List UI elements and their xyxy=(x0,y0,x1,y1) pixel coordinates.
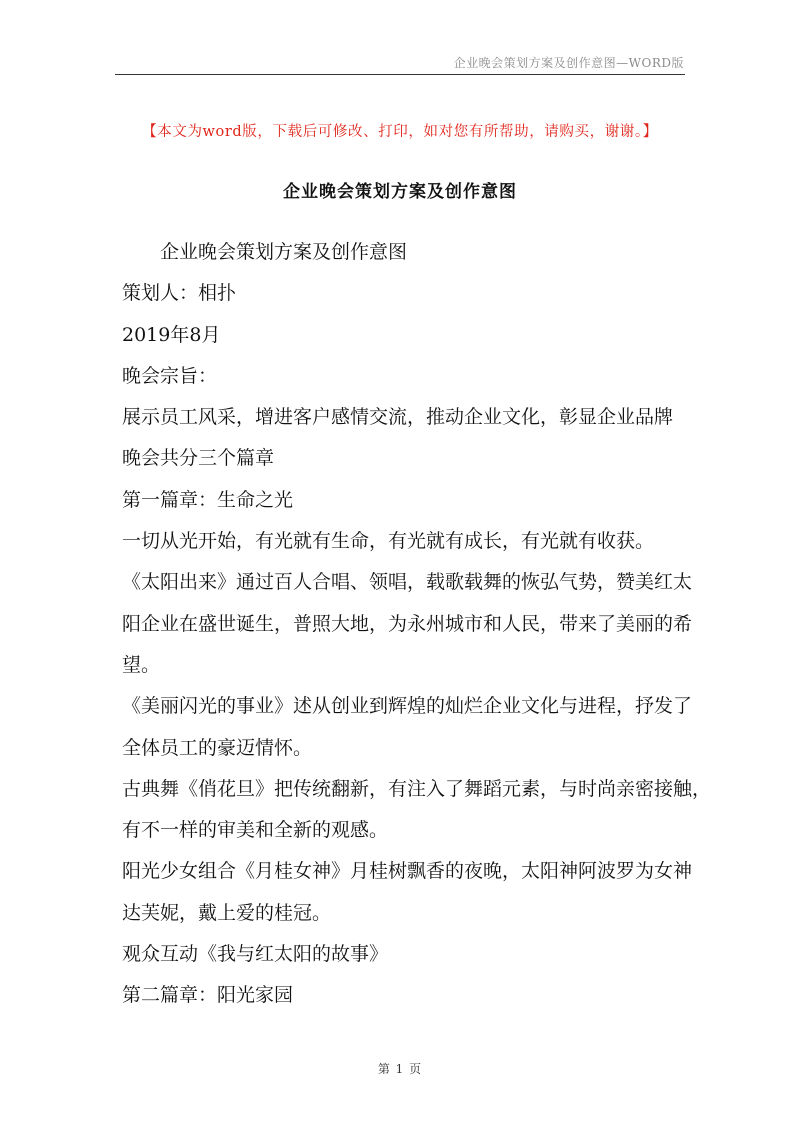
chapter-one-heading: 第一篇章：生命之光 xyxy=(122,488,294,511)
purpose-text: 展示员工风采，增进客户感情交流，推动企业文化，彰显企业品牌 xyxy=(122,406,674,429)
purchase-notice: 【本文为word版，下载后可修改、打印，如对您有所帮助，请购买，谢谢。】 xyxy=(142,124,658,140)
paragraph-line: 阳企业在盛世诞生，普照大地，为永州城市和人民，带来了美丽的希 xyxy=(122,612,693,635)
running-header: 企业晚会策划方案及创作意图—WORD版 xyxy=(453,56,684,70)
page-number: 第 1 页 xyxy=(377,1062,423,1076)
paragraph-line: 古典舞《俏花旦》把传统翻新，有注入了舞蹈元素，与时尚亲密接触， xyxy=(122,777,712,800)
paragraph-line: 阳光少女组合《月桂女神》月桂树飘香的夜晚，太阳神阿波罗为女神 xyxy=(122,860,693,883)
document-body xyxy=(122,232,712,1017)
purpose-heading: 晚会宗旨： xyxy=(122,364,218,387)
paragraph-line: 有不一样的审美和全新的观感。 xyxy=(122,819,389,842)
paragraph-line: 《太阳出来》通过百人合唱、领唱，载歌载舞的恢弘气势，赞美红太 xyxy=(122,571,693,594)
body-subtitle: 企业晚会策划方案及创作意图 xyxy=(160,241,408,263)
paragraph-line: 一切从光开始，有光就有生命，有光就有成长，有光就有收获。 xyxy=(122,530,655,553)
planner-line: 策划人：相扑 xyxy=(122,282,237,305)
chapters-intro: 晚会共分三个篇章 xyxy=(122,447,275,470)
chapter-two-heading: 第二篇章：阳光家园 xyxy=(122,984,294,1007)
paragraph-line: 观众互动《我与红太阳的故事》 xyxy=(122,943,389,966)
paragraph-line: 全体员工的豪迈情怀。 xyxy=(122,736,313,759)
paragraph-line: 达芙妮，戴上爱的桂冠。 xyxy=(122,901,332,924)
paragraph-line: 《美丽闪光的事业》述从创业到辉煌的灿烂企业文化与进程，抒发了 xyxy=(122,695,693,718)
header-divider xyxy=(115,74,685,75)
document-title: 企业晚会策划方案及创作意图 xyxy=(283,182,517,202)
date-line: 2019年8月 xyxy=(122,323,221,346)
paragraph-line: 望。 xyxy=(122,653,161,676)
